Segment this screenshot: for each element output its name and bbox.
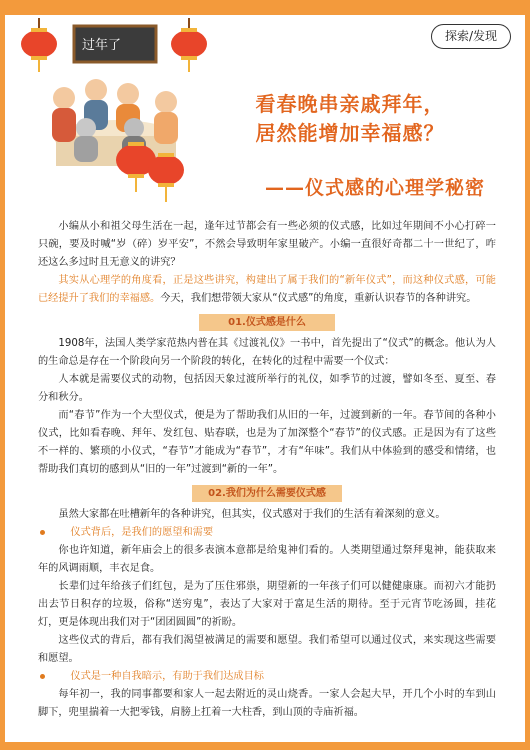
page-subtitle: ——仪式感的心理学秘密 xyxy=(264,177,485,199)
paragraph: 这些仪式的背后，都有我们渴望被满足的需要和愿望。我们希望可以通过仪式，来实现这些需要和愿望。 xyxy=(38,635,496,664)
paragraph: 每年初一，我的同事都要和家人一起去附近的灵山烧香。一家人会起大早，开几个小时的车到山脚下，兜里揣着一大把零钱，肩膀上扛着一大柱香，到山顶的寺庙祈福。 xyxy=(38,689,496,718)
lantern-icon xyxy=(21,18,57,72)
lantern-pair-icon xyxy=(112,130,192,210)
bottom-border xyxy=(5,742,525,750)
paragraph: 长辈们过年给孩子们红包，是为了压住邪祟，期望新的一年孩子们可以健健康康。而初六才能扔出去节日积存的垃圾，俗称“送穷鬼”，表达了大家对于富足生活的期待。至于元宵节吃汤圆，挂花灯，更是体现出我们对于“团团圆圆”的祈盼。 xyxy=(38,581,496,628)
paragraph: 1908年，法国人类学家范热内普在其《过渡礼仪》一书中，首先提出了“仪式”的概念。他认为人的生命总是存在一个阶段向另一个阶段的转化，在转化的过程中需要一个仪式： xyxy=(38,338,496,367)
paragraph: 小编从小和祖父母生活在一起，逢年过节都会有一些必须的仪式感，比如过年期间不小心打碎一只碗，要及时喊“岁（碎）岁平安”，不然会导致明年家里破产。小编一直很好奇都二十一世纪了，咋还这么多过时且无意义的讲究？ xyxy=(38,221,496,268)
subheading: 仪式是一种自我暗示，有助于我们达成目标 xyxy=(38,668,496,686)
section-heading: 02.我们为什么需要仪式感 xyxy=(192,485,342,502)
title-line-2: 居然能增加幸福感？ xyxy=(255,121,445,145)
article-body xyxy=(38,218,496,722)
paragraph: 你也许知道，新年庙会上的很多表演本意都是给鬼神们看的。人类期望通过祭拜鬼神，能获取来年的风调雨顺，丰衣足食。 xyxy=(38,545,496,574)
sign-text: 过年了 xyxy=(82,38,122,53)
right-border xyxy=(525,0,530,750)
page-title xyxy=(200,90,500,148)
paragraph: 人本就是需要仪式的动物，包括因天象过渡所举行的礼仪，如季节的过渡，譬如冬至、夏至、春分和秋分。 xyxy=(38,374,496,403)
top-border xyxy=(5,0,525,15)
category-tag-button[interactable]: 探索/发现 xyxy=(431,24,511,49)
paragraph xyxy=(38,272,496,308)
subheading: 仪式背后，是我们的愿望和需要 xyxy=(38,524,496,542)
section-heading: 01.仪式感是什么 xyxy=(199,314,335,331)
highlight-text: 其实从心理学的角度看，正是这些讲究，构建出了属于我们的“新年仪式”，而这种仪式感，可能已经提升了我们的幸福感。 xyxy=(38,275,496,304)
title-line-1: 看春晚串亲戚拜年， xyxy=(255,92,445,116)
lantern-icon xyxy=(171,18,207,72)
paragraph: 而“春节”作为一个大型仪式，便是为了帮助我们从旧的一年，过渡到新的一年。春节间的各种小仪式，比如看春晚、拜年、发红包、贴春联，也是为了加深整个“春节”的仪式感。正是因为有了这些不一样的、繁琐的小仪式，“春节”才能成为“春节”，才有“年味”。我们从中体验到的感受和情绪，也帮助我们真切的感到从“旧的一年”过渡到“新的一年”。 xyxy=(38,410,496,475)
paragraph-text: 今天，我们想带领大家从“仪式感”的角度，重新认识春节的各种讲究。 xyxy=(160,293,477,304)
left-border xyxy=(0,0,5,750)
paragraph: 虽然大家都在吐槽新年的各种讲究，但其实，仪式感对于我们的生活有着深刻的意义。 xyxy=(58,509,446,520)
